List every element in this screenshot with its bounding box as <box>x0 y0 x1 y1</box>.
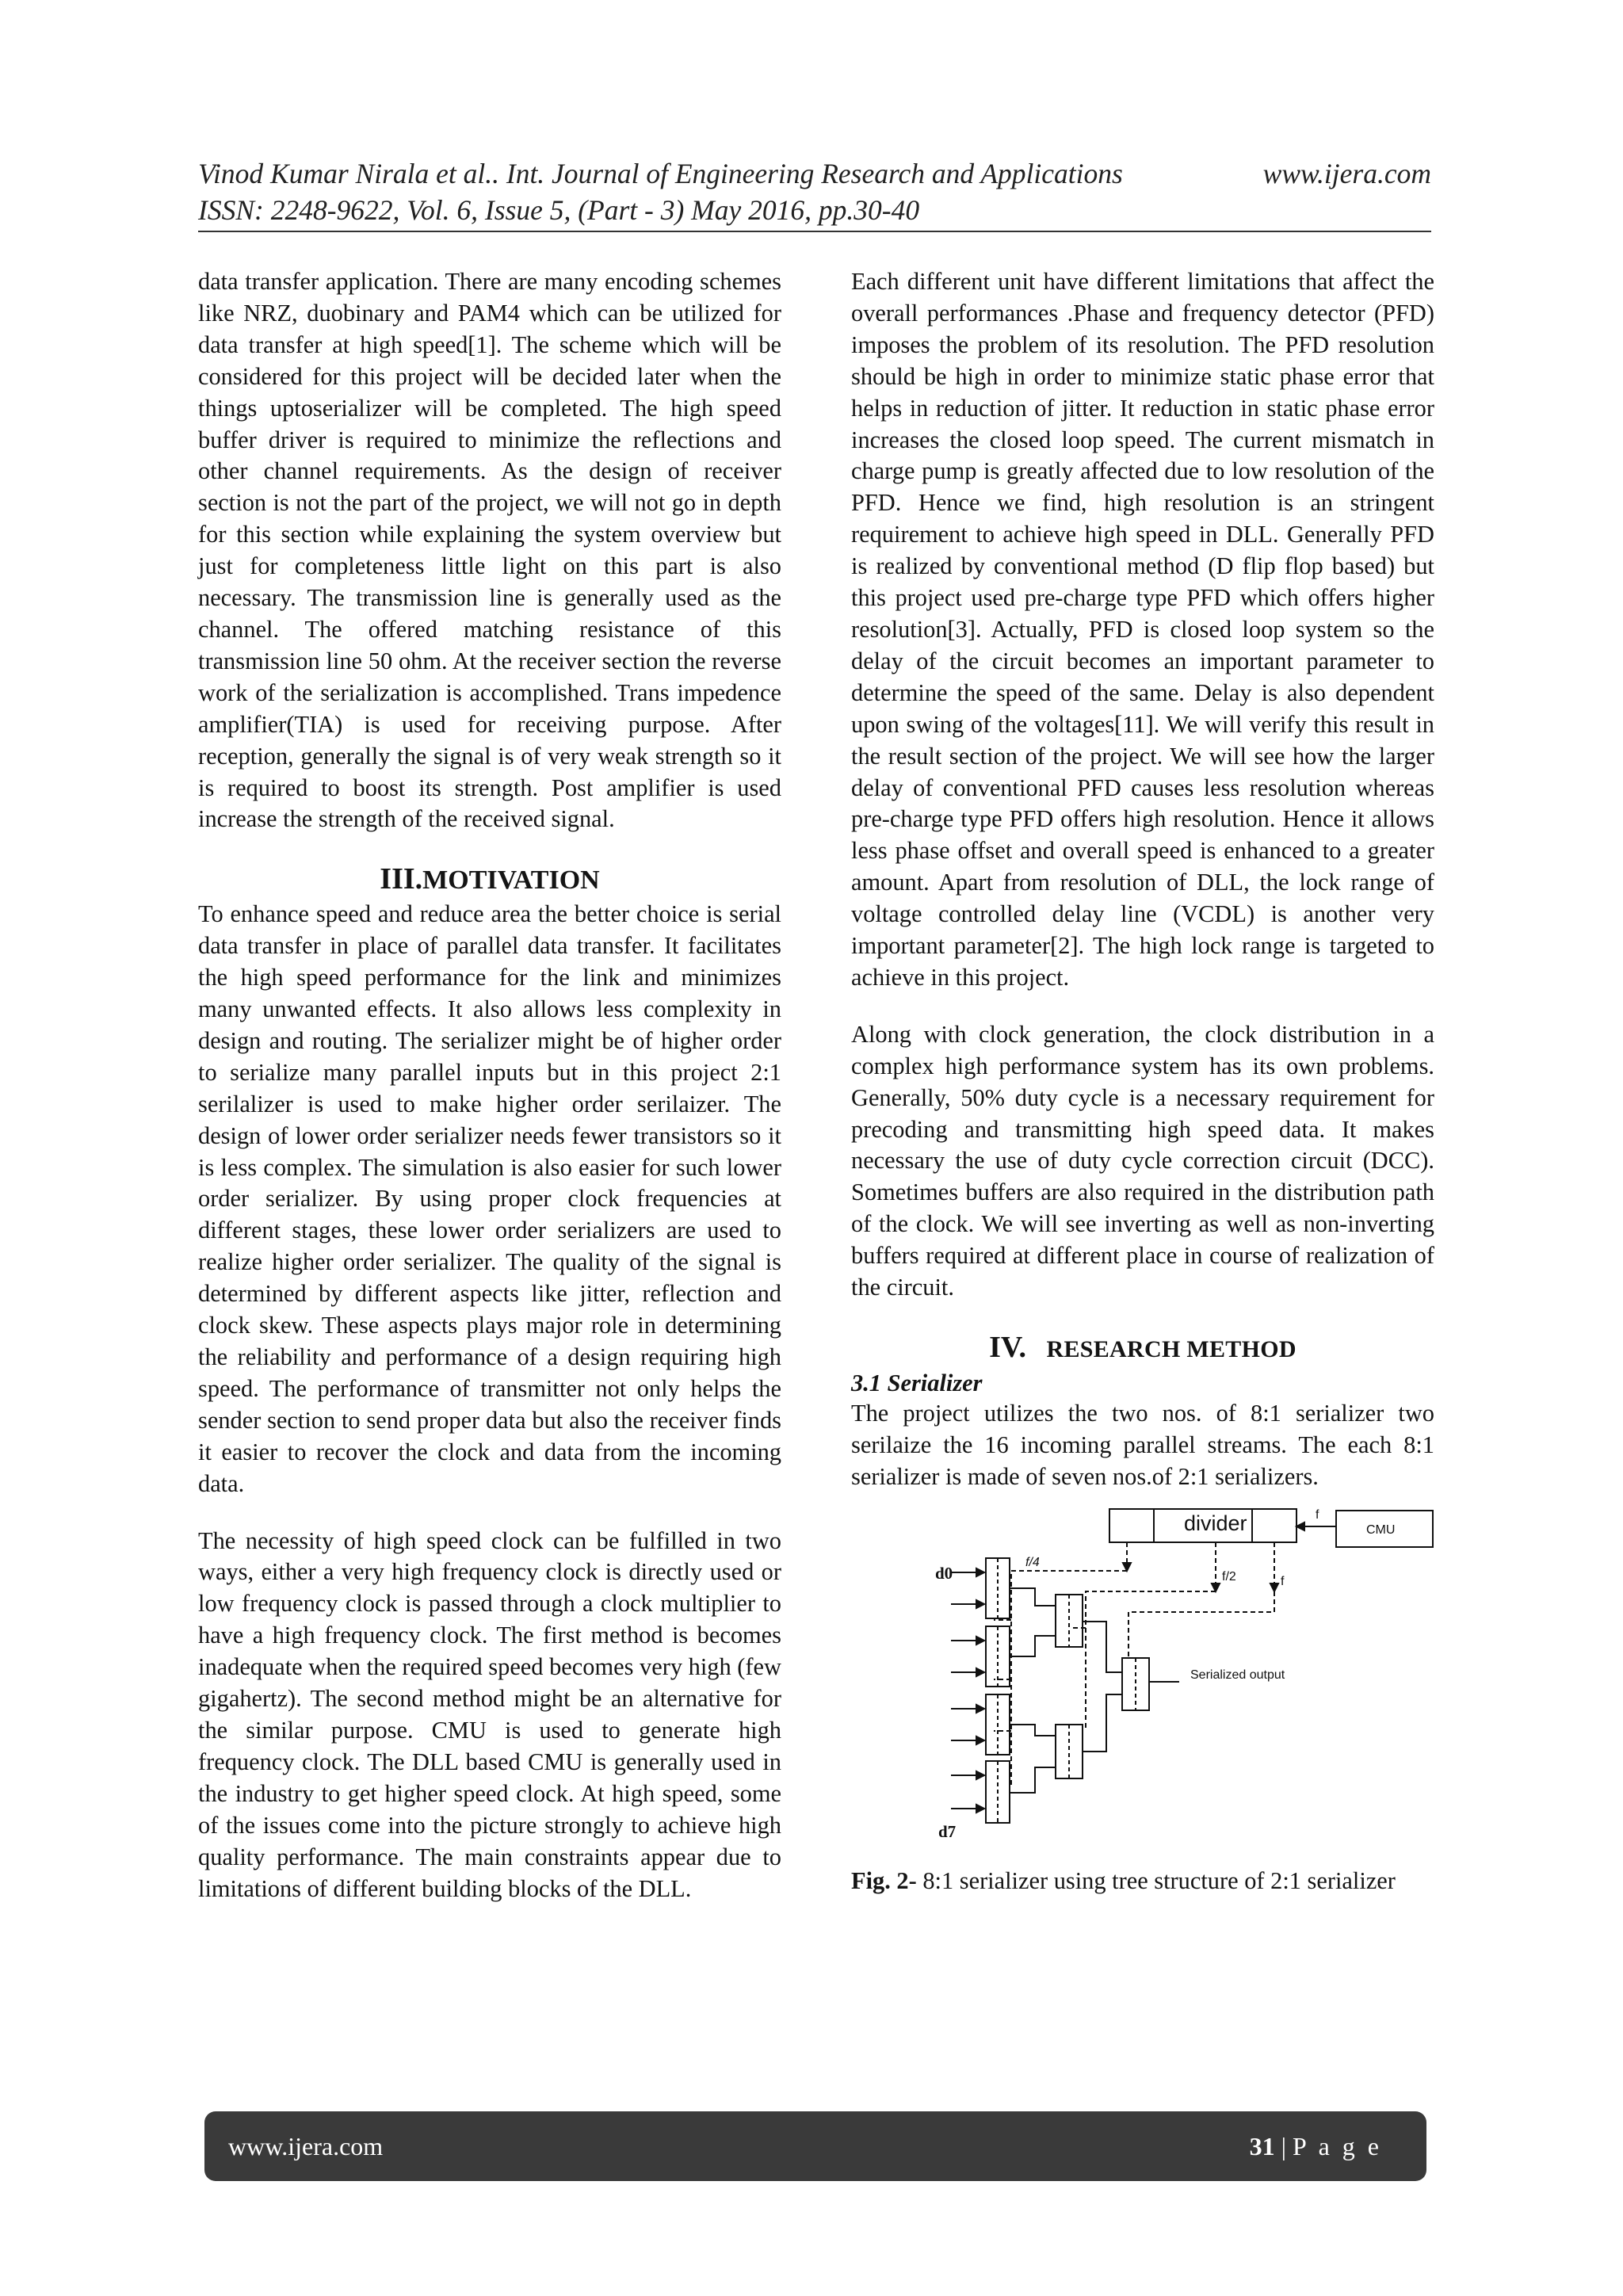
page-word: P a g e <box>1292 2131 1382 2160</box>
input-d7-label: d7 <box>938 1821 957 1841</box>
section-title: RESEARCH METHOD <box>1046 1336 1296 1362</box>
subsection-heading: 3.1 Serializer <box>851 1370 983 1396</box>
header-site[interactable]: www.ijera.com <box>1262 158 1431 189</box>
right-column <box>851 266 1434 1897</box>
figure-serializer-tree <box>851 1493 1434 1866</box>
divider-cell <box>1109 1509 1154 1542</box>
caption-text: 8:1 serializer using tree structure of 2:1 serializer <box>916 1866 1396 1894</box>
figure-caption <box>851 1866 1434 1897</box>
clock-fout-label: f <box>1281 1574 1285 1588</box>
section-heading-research-method <box>851 1329 1434 1368</box>
page-sep: | <box>1274 2131 1293 2160</box>
clock-f2-label: f/2 <box>1222 1569 1236 1584</box>
paragraph: Along with clock generation, the clock distribution in a complex high performance system has its own problems. Generally, 50% duty cycle is a necessary requirement for precoding and transmitting high speed data. It makes necessary the use of duty cycle correction circuit (DCC). Sometimes buffers are also required in the distribution path of the clock. We will see inverting as well as non-inverting buffers required at different place in course of realization of the circuit. <box>851 1020 1434 1301</box>
header-issn: ISSN: 2248-9622, Vol. 6, Issue 5, (Part - 3) May 2016, pp.30-40 <box>198 194 920 226</box>
clock-f4-label: f/4 <box>1025 1555 1040 1569</box>
section-title: MOTIVATION <box>422 865 600 896</box>
section-number: III. <box>380 862 423 896</box>
caption-label: Fig. 2- <box>851 1866 917 1894</box>
cmu-label: CMU <box>1366 1522 1396 1537</box>
paragraph: The necessity of high speed clock can be fulfilled in two ways, either a very high frequency clock is directly used or low frequency clock is passed through a clock multiplier to have a high frequency clock. The first method is becomes inadequate when the required speed becomes very high (few gigahertz). The second method might be an alternative for the similar purpose. CMU is used to generate high frequency clock. The DLL based CMU is generally used in the industry to get higher speed clock. At high speed, some of the issues come into the picture strongly to achieve high quality performance. The main constraints appear due to limitations of different building blocks of the DLL. <box>198 1526 781 1902</box>
running-header <box>198 155 1431 228</box>
divider-label: divider <box>1184 1511 1247 1535</box>
input-d0-label: d0 <box>935 1563 953 1583</box>
section-number: IV. <box>989 1331 1026 1364</box>
output-label: Serialized output <box>1190 1668 1285 1682</box>
page-number <box>1250 2132 1382 2161</box>
left-column <box>198 266 781 1904</box>
divider-cell <box>1252 1509 1296 1542</box>
page-num: 31 <box>1249 2131 1275 2160</box>
page-footer <box>204 2111 1426 2181</box>
serializer-diagram <box>851 1493 1434 1866</box>
header-journal: Vinod Kumar Nirala et al.. Int. Journal of Engineering Research and Applications <box>198 158 1123 189</box>
paragraph: To enhance speed and reduce area the better choice is serial data transfer in place of parallel data transfer. It facilitates the high speed performance for the link and minimizes many unwanted effects. It also allows less complexity in design and routing. The serializer might be of higher order to serialize many parallel inputs but in this project 2:1 serilalizer is used to make higher order serilaizer. The design of lower order serializer needs fewer transistors so it is less complex. The simulation is also easier for such lower order serializer. By using proper clock frequencies at different stages, these lower order serializers are used to realize higher order serializer. The quality of the signal is determined by different aspects like jitter, reflection and clock skew. These aspects plays major role in determining the reliability and performance of a design requiring high speed. The performance of transmitter not only helps the sender section to send proper data but also the receiver finds it easier to recover the clock and data from the incoming data. <box>198 900 781 1497</box>
header-rule <box>198 231 1431 232</box>
paragraph: Each different unit have different limitations that affect the overall performances .Phase and frequency detector (PFD) imposes the problem of its resolution. The PFD resolution should be high in order to minimize static phase error that helps in reduction of jitter. It reduction in static phase error increases the closed loop speed. The current mismatch in charge pump is greatly affected due to low resolution of the PFD. Hence we find, high resolution is an stringent requirement to achieve high speed in DLL. Generally PFD is realized by conventional method (D flip flop based) but this project used pre-charge type PFD which offers higher resolution[3]. Actually, PFD is closed loop system so the delay of the circuit becomes an important parameter to determine the speed of the same. Delay is also dependent upon swing of the voltages[11]. We will verify this result in the result section of the project. We will see how the larger delay of conventional PFD causes less resolution whereas pre-charge type PFD offers high resolution. Hence it allows less phase offset and overall speed is enhanced to a greater amount. Apart from resolution of DLL, the lock range of voltage controlled delay line (VCDL) is another very important parameter[2]. The high lock range is targeted to achieve in this project. <box>851 268 1434 991</box>
footer-site[interactable]: www.ijera.com <box>228 2131 384 2160</box>
paragraph: data transfer application. There are many encoding schemes like NRZ, duobinary and PAM4 which can be utilized for data transfer at high speed[1]. The scheme which will be considered for this project will be decided later when the things uptoserializer will be completed. The high speed buffer driver is required to minimize the reflections and other channel requirements. As the design of receiver section is not the part of the project, we will not go in depth for this section while explaining the system overview but just for completeness little light on this part is also necessary. The transmission line is generally used as the channel. The offered matching resistance of this transmission line 50 ohm. At the receiver section the reverse work of the serialization is accomplished. Trans impedence amplifier(TIA) is used for receiving purpose. After reception, generally the signal is of very weak strength so it is required to boost its strength. Post amplifier is used increase the strength of the received signal. <box>198 268 781 833</box>
paragraph: The project utilizes the two nos. of 8:1 serializer two serilaize the 16 incoming parallel streams. The each 8:1 serializer is made of seven nos.of 2:1 serializers. <box>851 1400 1434 1490</box>
section-heading-motivation <box>198 861 781 899</box>
clock-f-label: f <box>1316 1507 1319 1522</box>
